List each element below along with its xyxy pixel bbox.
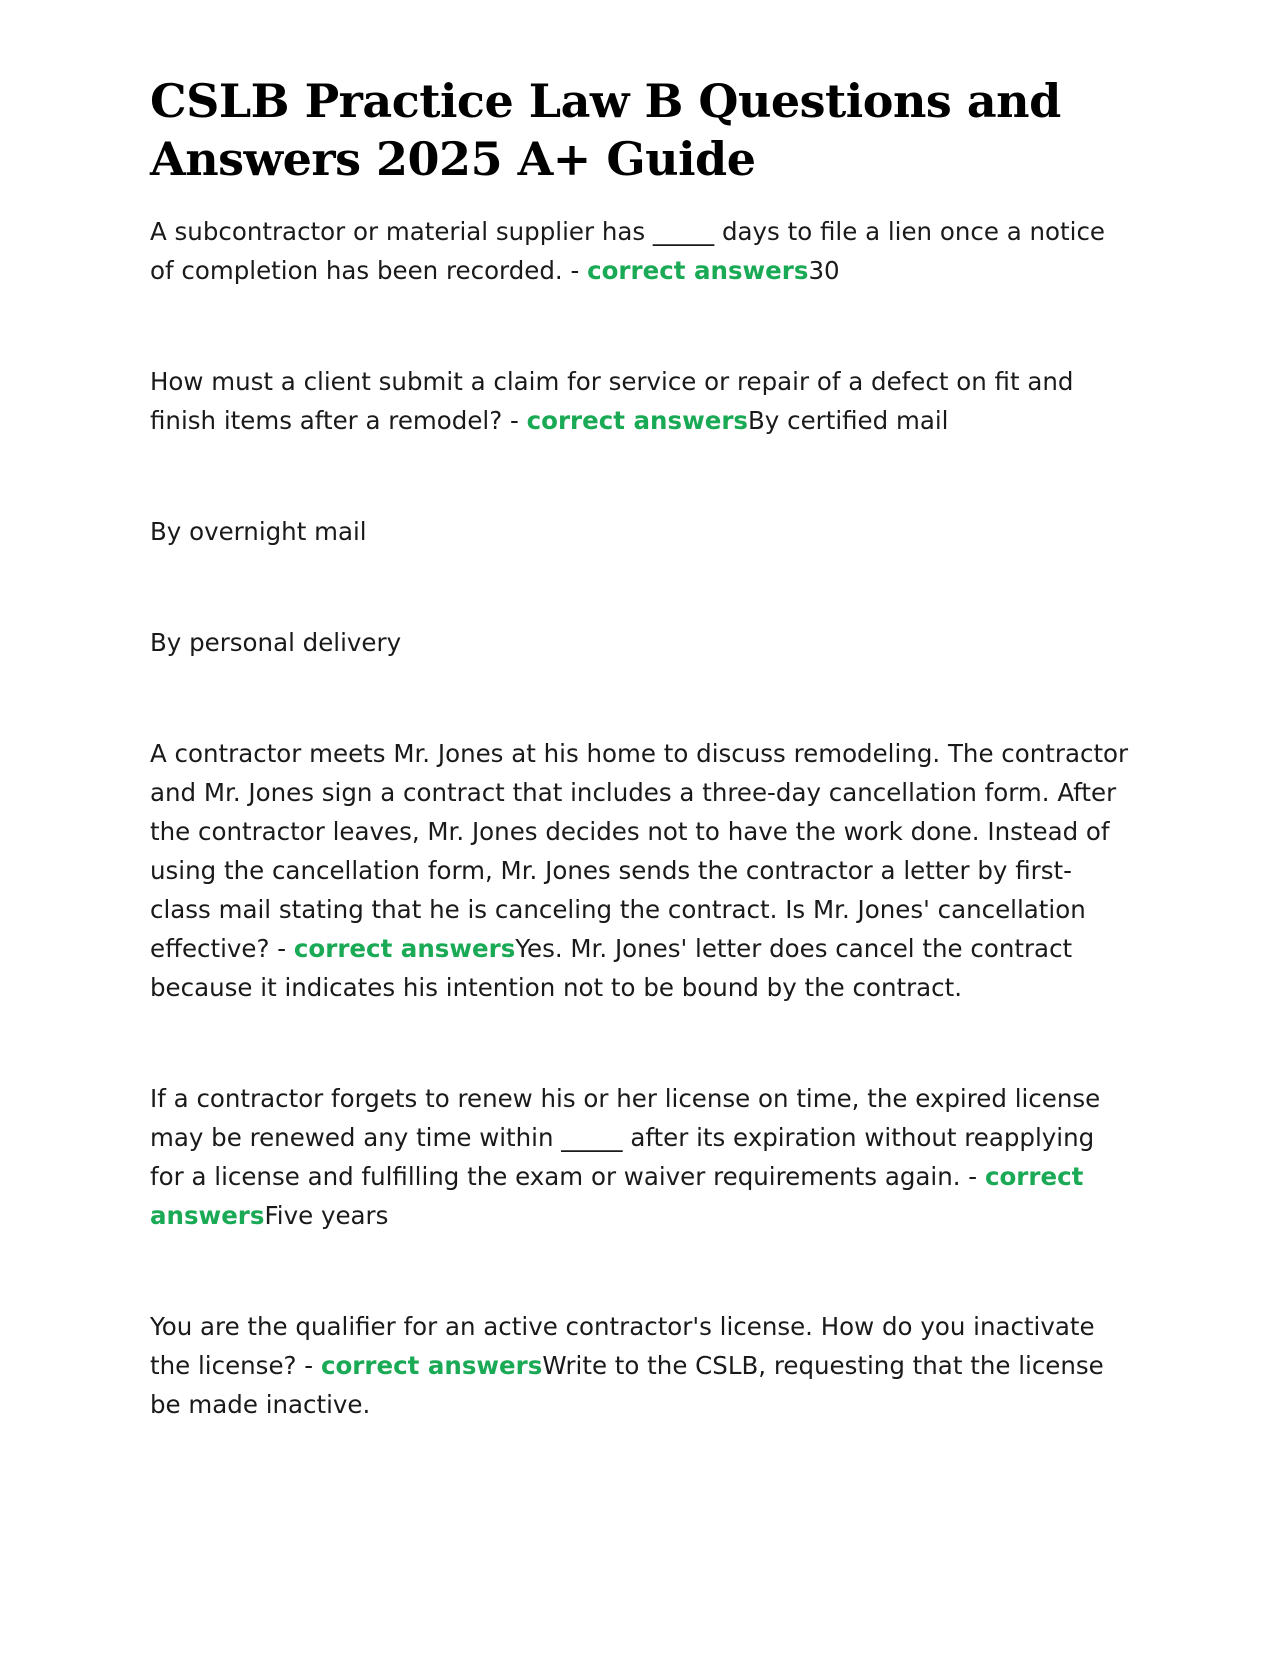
answer-text: Write to the CSLB, requesting that the license be made inactive. bbox=[150, 1351, 1104, 1419]
document-title: CSLB Practice Law B Questions and Answers 2025 A+ Guide bbox=[150, 74, 1061, 186]
correct-answers-label: correct answers bbox=[293, 934, 516, 963]
answer-text: Yes. Mr. Jones' letter does cancel the contract because it indicates his intention not to be bound by the contract. bbox=[150, 934, 1073, 1002]
correct-answers-label: correct answers bbox=[320, 1351, 543, 1380]
qa-item bbox=[150, 212, 1130, 290]
question-text: How must a client submit a claim for service or repair of a defect on fit and finish items after a remodel? - bbox=[150, 367, 1074, 435]
qa-item bbox=[150, 1307, 1130, 1424]
question-text: A contractor meets Mr. Jones at his home to discuss remodeling. The contractor and Mr. Jones sign a contract that includes a three-day cancellation form. After the contractor leaves, Mr. Jones decides not to have the work done. Instead of using the cancellation form, Mr. Jones sends the contractor a letter by first-class mail stating that he is canceling the contract. Is Mr. Jones' cancellation effective? - bbox=[150, 739, 1129, 963]
question-text: If a contractor forgets to renew his or her license on time, the expired license may be renewed any time within _____ after its expiration without reapplying for a license and fulfilling the exam or waiver requirements again. - bbox=[150, 1084, 1101, 1191]
correct-answers-label: correct answers bbox=[150, 1162, 1084, 1230]
answer-option: By personal delivery bbox=[150, 628, 402, 657]
answer-option: By overnight mail bbox=[150, 517, 367, 546]
correct-answers-label: correct answers bbox=[587, 256, 809, 285]
document-page bbox=[150, 72, 1130, 1496]
answer-text: 30 bbox=[808, 256, 840, 285]
qa-item bbox=[150, 1079, 1130, 1235]
question-text: A subcontractor or material supplier has _____ days to file a lien once a notice of completion has been recorded. - bbox=[150, 217, 1105, 285]
answer-text: Five years bbox=[264, 1201, 389, 1230]
qa-item bbox=[150, 734, 1130, 1007]
question-text: You are the qualifier for an active contractor's license. How do you inactivate the license? - bbox=[150, 1312, 1095, 1380]
correct-answers-label: correct answers bbox=[526, 406, 748, 435]
answer-text: By certified mail bbox=[748, 406, 949, 435]
qa-item bbox=[150, 362, 1130, 440]
